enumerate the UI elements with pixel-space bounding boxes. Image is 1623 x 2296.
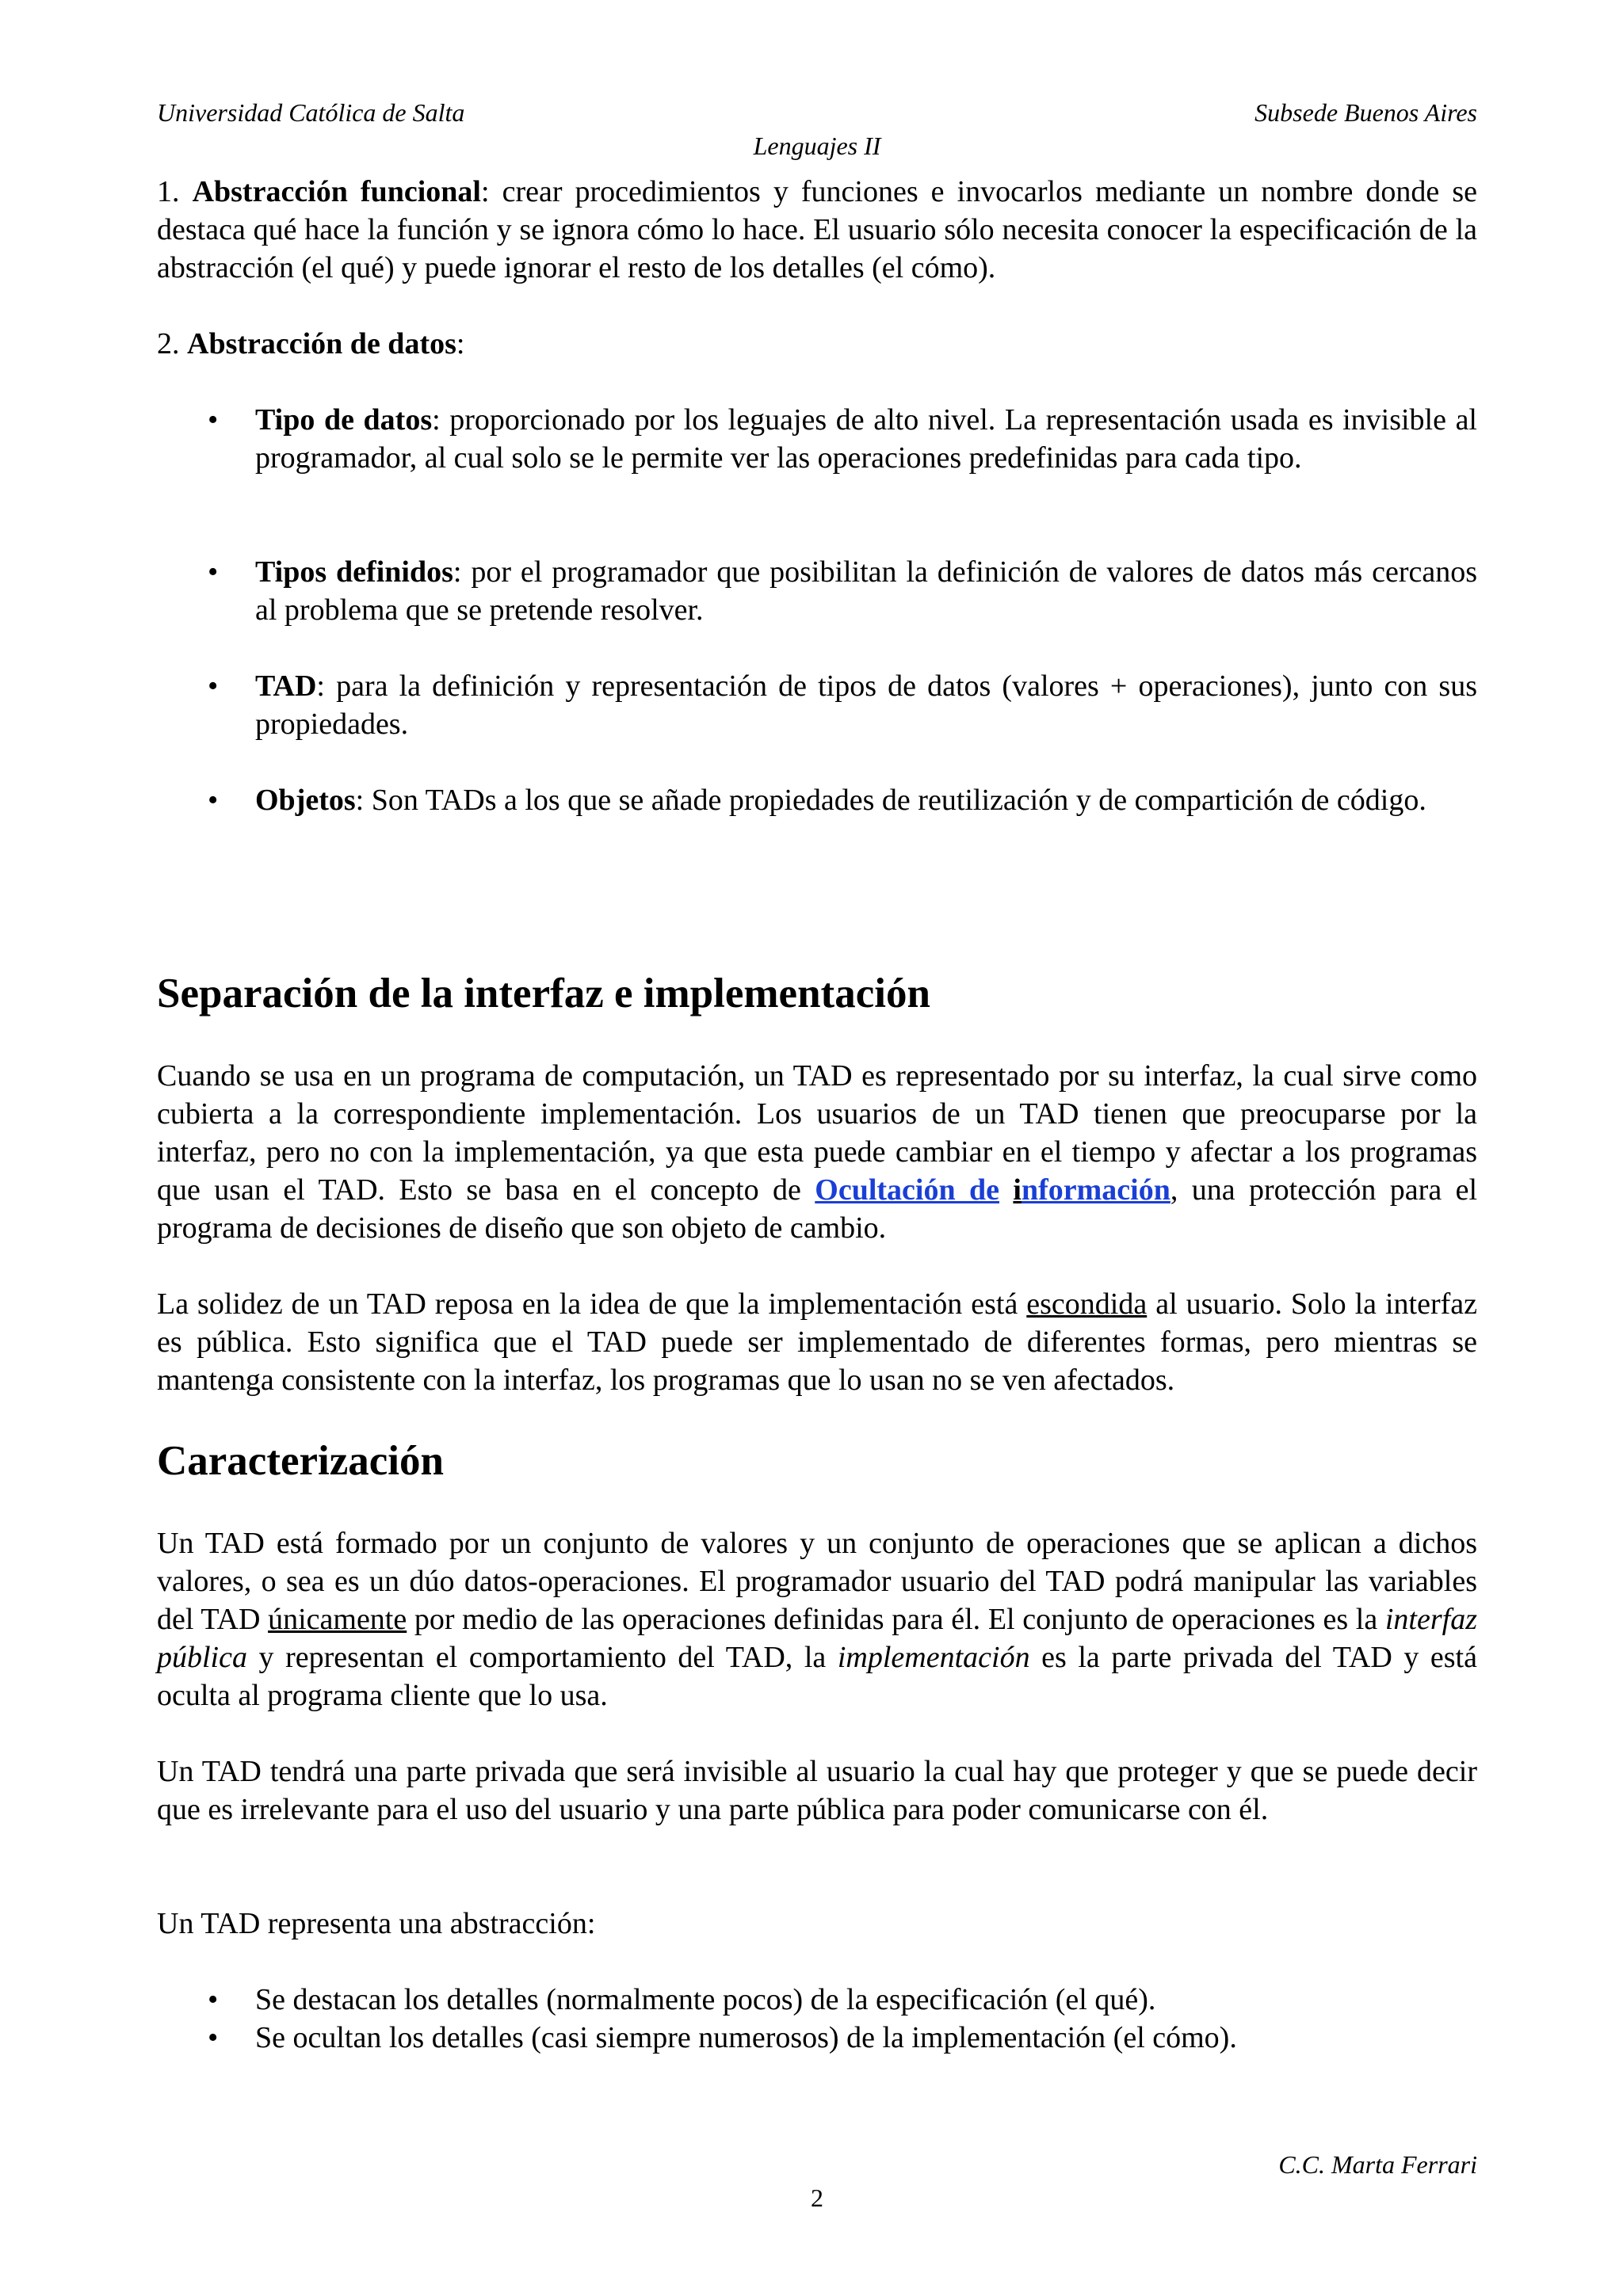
italic-term: implementación [837,1641,1030,1674]
data-abstraction-list [157,667,1477,743]
functional-abstraction-text: : crear procedimientos y funciones e invocarlos mediante un nombre donde se destaca qué hace la función y se ignora cómo lo hace. El usuario sólo necesita conocer la especificación de la abstracción (el qué) y puede ignorar el resto de los detalles (el cómo). [157,175,1478,284]
paragraph-text: La solidez de un TAD reposa en la idea de que la implementación está [157,1287,1027,1321]
item-number: 2. [157,327,187,360]
information-hiding-link[interactable]: nformación [1021,1173,1170,1207]
list-item [157,553,1477,629]
header-course: Lenguajes II [753,132,881,160]
bullet-icon: • [208,2021,219,2054]
list-item [157,2019,1477,2057]
paragraph-text: , una protección para el programa de decisiones de diseño que son objeto de cambio. [157,1173,1478,1245]
bullet-text: : proporcionado por los leguajes de alto nivel. La representación usada es invisible al programador, al cual solo se le permite ver las operaciones predefinidas para cada tipo. [255,403,1477,475]
header-university: Universidad Católica de Salta [157,98,465,127]
paragraph-text: Cuando se usa en un programa de computación, un TAD es representado por su interfaz, la cual sirve como cubierta a la correspondiente implementación. Los usuarios de un TAD tienen que preocuparse por la interfaz, pero no con la implementación, ya que esta puede cambiar en el tiempo y afectar a los programas que usan el TAD. Esto se basa en el concepto de [157,1059,1477,1207]
paragraph-private-public [157,1753,1477,1829]
paragraph-data-abstraction [157,325,1477,363]
list-item [157,781,1477,819]
underlined-word: únicamente [268,1603,407,1636]
bullet-icon: • [208,555,219,589]
paragraph-text: y representan el comportamiento del TAD, la [246,1641,838,1674]
footer-author: C.C. Marta Ferrari [1278,2150,1477,2179]
paragraph-text: por medio de las operaciones definidas para él. El conjunto de operaciones es la [407,1603,1385,1636]
data-abstraction-list [157,553,1477,629]
list-item [157,667,1477,743]
data-abstraction-list [157,781,1477,819]
paragraph-text: Un TAD representa una abstracción: [157,1907,596,1940]
bullet-term: Tipos definidos [255,555,453,589]
bullet-text: Se ocultan los detalles (casi siempre numerosos) de la implementación (el cómo). [255,2021,1237,2054]
document-page [157,0,1477,2296]
paragraph-interface [157,1057,1477,1247]
abstraction-list [157,1981,1477,2057]
page-number: 2 [811,2183,823,2212]
bullet-text: : para la definición y representación de tipos de datos (valores + operaciones), junto con sus propiedades. [255,669,1477,741]
paragraph-abstraction-intro [157,1905,1477,1943]
information-hiding-link[interactable]: i [1013,1173,1022,1207]
paragraph-text: Un TAD está formado por un conjunto de valores y un conjunto de operaciones que se aplican a dichos valores, o sea es un dúo datos-operaciones. El programador usuario del TAD podrá manipular las variables del TAD [157,1527,1477,1636]
bullet-term: Objetos [255,784,356,817]
term-data-abstraction: Abstracción de datos [187,327,456,360]
bullet-text: : Son TADs a los que se añade propiedades de reutilización y de compartición de código. [355,784,1426,817]
header-campus: Subsede Buenos Aires [1254,98,1477,127]
item-number: 1. [157,175,193,208]
paragraph-characterization [157,1524,1477,1714]
data-abstraction-list [157,401,1477,477]
paragraph-text: al usuario. Solo la interfaz es pública. Esto significa que el TAD puede ser implementado de diferentes formas, pero mientras se mantenga consistente con la interfaz, los programas que lo usan no se ven afectados. [157,1287,1477,1397]
bullet-icon: • [208,403,219,437]
paragraph-text: Un TAD tendrá una parte privada que será invisible al usuario la cual hay que proteger y que se puede decir que es irrelevante para el uso del usuario y una parte pública para poder comunicarse con él. [157,1755,1477,1826]
bullet-text: Se destacan los detalles (normalmente pocos) de la especificación (el qué). [255,1983,1156,2016]
bullet-icon: • [208,784,219,817]
paragraph-solidity [157,1285,1477,1399]
paragraph-functional-abstraction [157,173,1477,287]
colon: : [456,327,465,360]
bullet-term: TAD [255,669,317,703]
term-functional-abstraction: Abstracción funcional [192,175,481,208]
list-item [157,401,1477,477]
information-hiding-link[interactable]: Ocultación de [815,1173,1000,1207]
list-item [157,1981,1477,2019]
bullet-icon: • [208,669,219,703]
section-heading-separation: Separación de la interfaz e implementación [157,971,930,1016]
bullet-text: : por el programador que posibilitan la definición de valores de datos más cercanos al problema que se pretende resolver. [255,555,1478,627]
section-heading-characterization: Caracterización [157,1438,444,1484]
bullet-term: Tipo de datos [255,403,433,437]
underlined-word: escondida [1026,1287,1148,1321]
bullet-icon: • [208,1983,219,2016]
paragraph-text: es la parte privada del TAD y está oculta al programa cliente que lo usa. [157,1641,1477,1712]
italic-term: interfaz pública [157,1603,1477,1674]
